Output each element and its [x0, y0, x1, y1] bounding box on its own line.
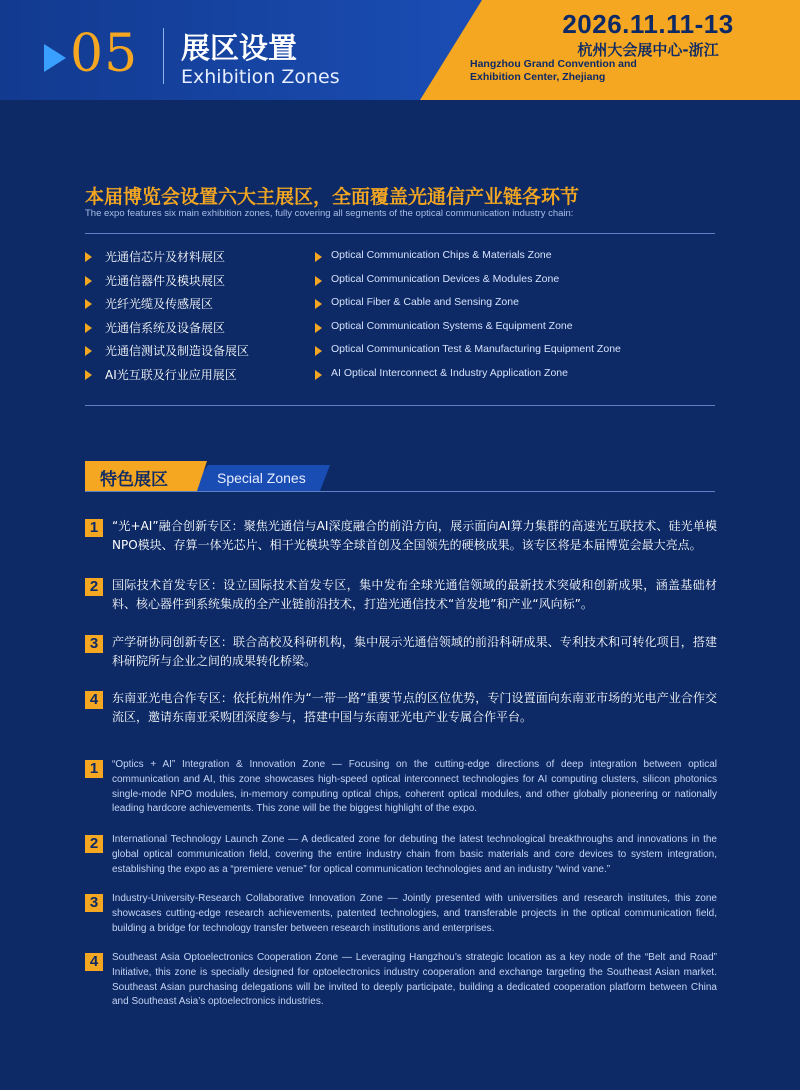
number-badge: 1 — [85, 519, 103, 537]
special-item-cn — [85, 633, 717, 671]
special-item-cn — [85, 517, 717, 555]
bullet-triangle-icon — [315, 276, 322, 286]
special-item-cn — [85, 689, 717, 727]
zone-name-en: Optical Communication Systems & Equipment Zone — [331, 319, 573, 332]
intro-heading-cn: 本届博览会设置六大主展区，全面覆盖光通信产业链各环节 — [85, 186, 580, 208]
special-item-en — [85, 833, 717, 877]
zone-name-cn: 光纤光缆及传感展区 — [105, 297, 214, 311]
list-item — [85, 272, 725, 296]
special-item-text: Industry-University-Research Collaborative Innovation Zone — Jointly presented with universities and research institutes, this zone showcases cutting-edge research achievements, patented technologies, and transferable projects in the optical communication field, building a bridge for technology transfer between research institutions and enterprises. — [112, 893, 717, 934]
bullet-triangle-icon — [315, 323, 322, 333]
divider-line — [85, 491, 715, 492]
bullet-triangle-icon — [85, 276, 92, 286]
bullet-triangle-icon — [85, 252, 92, 262]
number-badge: 4 — [85, 691, 103, 709]
special-item-text: 国际技术首发专区：设立国际技术首发专区，集中发布全球光通信领域的最新技术突破和创新成果，涵盖基础材料、核心器件到系统集成的全产业链前沿技术，打造光通信技术“首发地”和产业“风向标”。 — [112, 578, 717, 611]
special-item-text: 产学研协同创新专区：联合高校及科研机构，集中展示光通信领域的前沿科研成果、专利技术和可转化项目，搭建科研院所与企业之间的成果转化桥梁。 — [112, 635, 717, 668]
bullet-triangle-icon — [85, 370, 92, 380]
special-item-cn — [85, 576, 717, 614]
zone-name-en: Optical Communication Test & Manufacturing Equipment Zone — [331, 343, 621, 355]
zone-name-en: Optical Communication Chips & Materials Zone — [331, 249, 552, 261]
special-item-text: “Optics + AI” Integration & Innovation Zone — Focusing on the cutting-edge directions of deep integration between optical communication and AI, this zone showcases high-speed optical interconnect technologies for AI computing clusters, silicon photonics single-mode NPO modules, in-memory computing optical chips, coherent optical modules, and other globally pioneering or nationally leading hardcore achievements. This zone will be the biggest highlight of the expo. — [112, 759, 717, 815]
venue-en-line1: Hangzhou Grand Convention and — [470, 58, 637, 70]
divider-line — [85, 233, 715, 234]
title-divider — [163, 28, 164, 84]
venue-en-line2: Exhibition Center, Zhejiang — [470, 71, 606, 83]
special-item-en — [85, 892, 717, 936]
zone-name-en: Optical Fiber & Cable and Sensing Zone — [331, 296, 519, 308]
number-badge: 4 — [85, 953, 103, 971]
list-item — [85, 248, 725, 272]
bullet-triangle-icon — [315, 370, 322, 380]
special-item-text: Southeast Asia Optoelectronics Cooperation Zone — Leveraging Hangzhou’s strategic location as a key node of the “Belt and Road” Initiative, this zone is specially designed for optoelectronics industry cooperation and exchange targeting the Southeast Asian market. Southeast Asian purchasing delegations will be invited to deeply participate, building a dedicated cooperation platform between China and Southeast Asia’s optoelectronics industries. — [112, 952, 717, 1008]
arrow-icon — [44, 44, 66, 72]
header — [0, 0, 800, 112]
zone-name-cn: 光通信芯片及材料展区 — [105, 250, 226, 264]
special-item-en — [85, 951, 717, 1010]
venue-cn: 杭州大会展中心-浙江 — [577, 41, 719, 59]
page-title-cn: 展区设置 — [181, 31, 298, 65]
special-item-text: International Technology Launch Zone — A dedicated zone for debuting the latest technological breakthroughs and innovations in the global optical communication field, covering the entire industry chain from basic materials and core devices to system integration, establishing the expo as a “premiere venue” for optical communication technologies and an industry “wind vane.” — [112, 834, 717, 875]
zone-name-en: Optical Communication Devices & Modules Zone — [331, 272, 560, 285]
special-item-en — [85, 758, 717, 817]
zone-name-cn: 光通信系统及设备展区 — [105, 320, 226, 335]
special-item-text: “光+AI”融合创新专区：聚焦光通信与AI深度融合的前沿方向，展示面向AI算力集群的高速光互联技术、硅光单模NPO模块、存算一体光芯片、相干光模块等全球首创及全国领先的硬核成果。该专区将是本届博览会最大亮点。 — [112, 519, 717, 552]
bullet-triangle-icon — [315, 346, 322, 356]
page-title-en: Exhibition Zones — [181, 66, 340, 88]
special-zones-title-cn: 特色展区 — [100, 470, 168, 490]
number-badge: 1 — [85, 760, 103, 778]
number-badge: 2 — [85, 835, 103, 853]
zone-name-en: AI Optical Interconnect & Industry Application Zone — [331, 366, 568, 379]
zone-name-cn: 光通信测试及制造设备展区 — [105, 344, 250, 358]
intro-heading-en: The expo features six main exhibition zones, fully covering all segments of the optical communication industry chain: — [85, 208, 574, 219]
bullet-triangle-icon — [315, 252, 322, 262]
bullet-triangle-icon — [315, 299, 322, 309]
number-badge: 3 — [85, 635, 103, 653]
section-number: 05 — [70, 24, 139, 84]
zone-name-cn: AI光互联及行业应用展区 — [105, 367, 237, 382]
divider-line — [85, 405, 715, 406]
special-zones-title-en: Special Zones — [217, 470, 306, 486]
number-badge: 3 — [85, 894, 103, 912]
list-item — [85, 342, 725, 366]
venue-en — [470, 58, 730, 84]
bullet-triangle-icon — [85, 299, 92, 309]
number-badge: 2 — [85, 578, 103, 596]
event-date: 2026.11.11-13 — [562, 9, 734, 39]
special-item-text: 东南亚光电合作专区：依托杭州作为“一带一路”重要节点的区位优势，专门设置面向东南亚市场的光电产业合作交流区，邀请东南亚采购团深度参与，搭建中国与东南亚光电产业专属合作平台。 — [112, 691, 717, 724]
zone-name-cn: 光通信器件及模块展区 — [105, 273, 226, 288]
bullet-triangle-icon — [85, 346, 92, 356]
header-divider — [0, 100, 800, 112]
zone-list — [85, 248, 725, 389]
bullet-triangle-icon — [85, 323, 92, 333]
list-item — [85, 295, 725, 319]
list-item — [85, 319, 725, 343]
list-item — [85, 366, 725, 390]
